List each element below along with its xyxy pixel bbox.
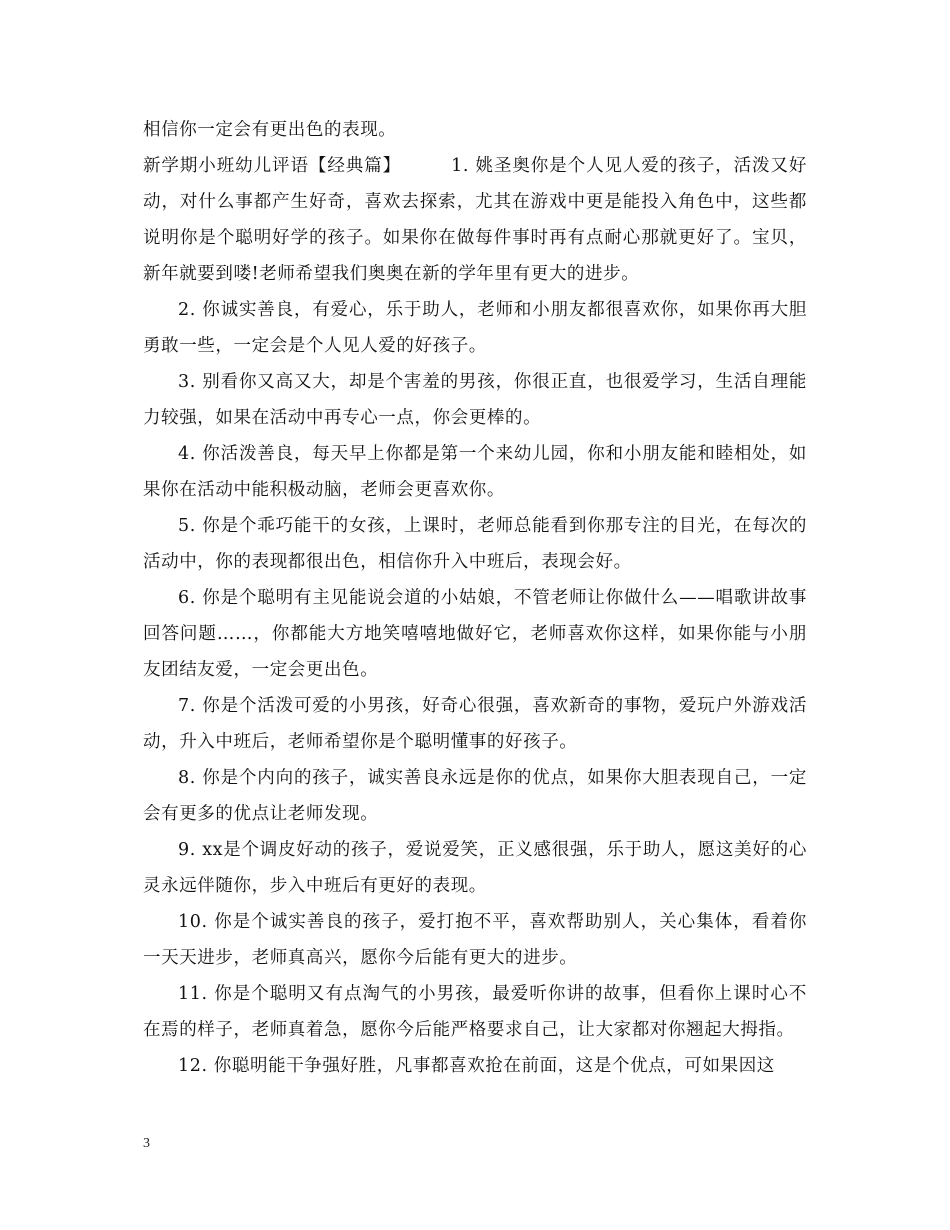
paragraph-7: 7. 你是个活泼可爱的小男孩，好奇心很强，喜欢新奇的事物，爱玩户外游戏活动，升入中班后，老师希望你是个聪明懂事的好孩子。 bbox=[143, 696, 807, 752]
paragraph-11: 11. 你是个聪明又有点淘气的小男孩，最爱听你讲的故事，但看你上课时心不在焉的样子，老师真着急，愿你今后能严格要求自己，让大家都对你翘起大拇指。 bbox=[143, 984, 807, 1040]
paragraph-12: 12. 你聪明能干争强好胜，凡事都喜欢抢在前面，这是个优点，可如果因这 bbox=[178, 1056, 775, 1076]
paragraph-4: 4. 你活泼善良，每天早上你都是第一个来幼儿园，你和小朋友能和睦相处，如果你在活动中能积极动脑，老师会更喜欢你。 bbox=[143, 444, 807, 500]
paragraph-5: 5. 你是个乖巧能干的女孩，上课时，老师总能看到你那专注的目光，在每次的活动中，你的表现都很出色，相信你升入中班后，表现会好。 bbox=[143, 516, 807, 572]
paragraph-2: 2. 你诚实善良，有爱心，乐于助人，老师和小朋友都很喜欢你，如果你再大胆勇敢一些，一定会是个人见人爱的好孩子。 bbox=[143, 300, 807, 356]
section-heading: 新学期小班幼儿评语【经典篇】 bbox=[143, 156, 402, 176]
document-body bbox=[143, 112, 807, 1084]
paragraph-8: 8. 你是个内向的孩子，诚实善良永远是你的优点，如果你大胆表现自己，一定会有更多的优点让老师发现。 bbox=[143, 768, 807, 824]
paragraph-9: 9. xx是个调皮好动的孩子，爱说爱笑，正义感很强，乐于助人，愿这美好的心灵永远伴随你，步入中班后有更好的表现。 bbox=[143, 840, 807, 896]
paragraph-10: 10. 你是个诚实善良的孩子，爱打抱不平，喜欢帮助别人，关心集体，看着你一天天进步，老师真高兴，愿你今后能有更大的进步。 bbox=[143, 912, 807, 968]
page-number: 3 bbox=[143, 1136, 150, 1151]
paragraph-1 bbox=[143, 148, 807, 292]
paragraph-6: 6. 你是个聪明有主见能说会道的小姑娘，不管老师让你做什么——唱歌讲故事回答问题……，你都能大方地笑嘻嘻地做好它，老师喜欢你这样，如果你能与小朋友团结友爱，一定会更出色。 bbox=[143, 588, 807, 680]
intro-line: 相信你一定会有更出色的表现。 bbox=[143, 120, 397, 140]
paragraph-3: 3. 别看你又高又大，却是个害羞的男孩，你很正直，也很爱学习，生活自理能力较强，如果在活动中再专心一点，你会更棒的。 bbox=[143, 372, 807, 428]
paragraph-1-text: 1. 姚圣奥你是个人见人爱的孩子，活泼又好动，对什么事都产生好奇，喜欢去探索，尤其在游戏中更是能投入角色中，这些都说明你是个聪明好学的孩子。如果你在做每件事时再有点耐心那就更好了。宝贝，新年就要到喽!老师希望我们奥奥在新的学年里有更大的进步。 bbox=[143, 156, 808, 284]
